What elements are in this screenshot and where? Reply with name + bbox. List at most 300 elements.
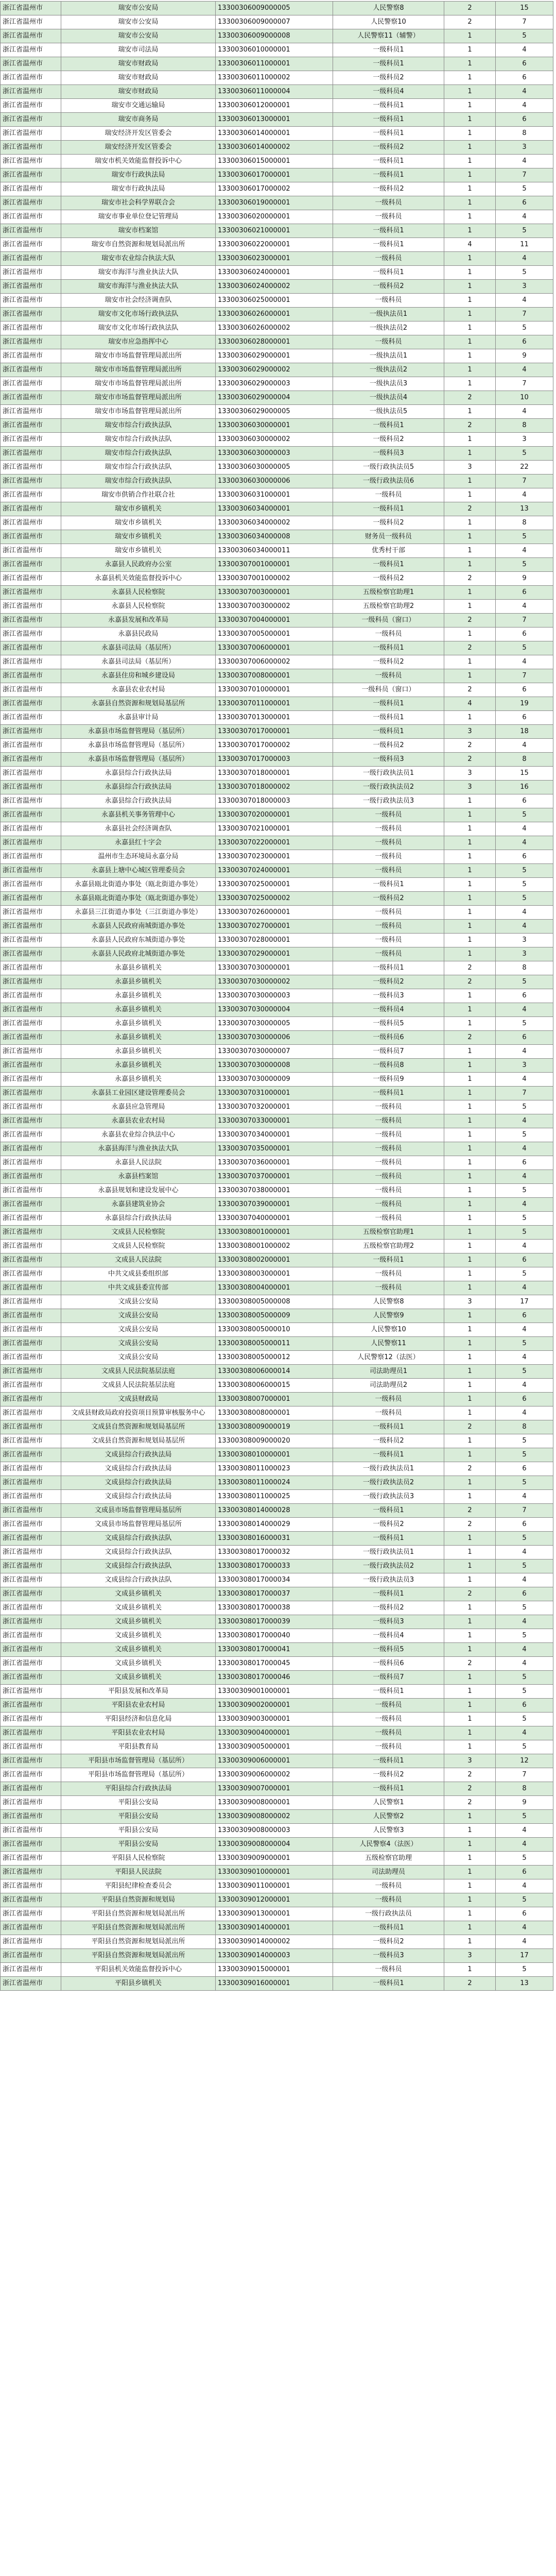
- position-name-cell: 一级科员2: [333, 892, 444, 906]
- table-row: [1, 864, 553, 878]
- employer-cell: 永嘉县农业综合执法中心: [61, 1128, 216, 1142]
- region-cell: 浙江省温州市: [1, 1810, 61, 1824]
- position-code-cell: 13300307021000001: [216, 822, 333, 836]
- employer-cell: 永嘉县应急管理局: [61, 1100, 216, 1114]
- region-cell: 浙江省温州市: [1, 1420, 61, 1434]
- hires-cell: 1: [444, 71, 496, 85]
- position-code-cell: 13300307006000001: [216, 641, 333, 655]
- position-name-cell: 人民警察11（辅警）: [333, 29, 444, 43]
- employer-cell: 瑞安市供销合作社联合社: [61, 488, 216, 502]
- region-cell: 浙江省温州市: [1, 781, 61, 794]
- hires-cell: 1: [444, 600, 496, 614]
- employer-cell: 中共文成县委宣传部: [61, 1281, 216, 1295]
- position-code-cell: 13300307030000002: [216, 975, 333, 989]
- table-row: [1, 1629, 553, 1643]
- employer-cell: 文成县综合行政执法局: [61, 1476, 216, 1490]
- position-code-cell: 13300307040000001: [216, 1212, 333, 1226]
- position-code-cell: 13300306015000001: [216, 155, 333, 168]
- position-code-cell: 13300309009000001: [216, 1852, 333, 1866]
- position-name-cell: 一级科员2: [333, 1434, 444, 1448]
- region-cell: 浙江省温州市: [1, 168, 61, 182]
- position-code-cell: 13300308017000045: [216, 1657, 333, 1671]
- region-cell: 浙江省温州市: [1, 182, 61, 196]
- hires-cell: 1: [444, 1281, 496, 1295]
- position-name-cell: 五级检察官助理1: [333, 1226, 444, 1240]
- position-name-cell: 一级科员1: [333, 155, 444, 168]
- applicants-cell: 4: [496, 488, 553, 502]
- hires-cell: 1: [444, 349, 496, 363]
- table-row: [1, 488, 553, 502]
- employer-cell: 瑞安市市场监督管理局派出所: [61, 405, 216, 419]
- employer-cell: 永嘉县人民政府东城街道办事处: [61, 934, 216, 947]
- position-name-cell: 五级检察官助理2: [333, 1240, 444, 1253]
- hires-cell: 1: [444, 906, 496, 920]
- position-name-cell: 一级科员: [333, 1156, 444, 1170]
- region-cell: 浙江省温州市: [1, 1031, 61, 1045]
- table-row: [1, 669, 553, 683]
- region-cell: 浙江省温州市: [1, 488, 61, 502]
- region-cell: 浙江省温州市: [1, 850, 61, 864]
- region-cell: 浙江省温州市: [1, 335, 61, 349]
- table-row: [1, 1768, 553, 1782]
- applicants-cell: 7: [496, 474, 553, 488]
- employer-cell: 瑞安市乡镇机关: [61, 544, 216, 558]
- table-row: [1, 1142, 553, 1156]
- hires-cell: 1: [444, 586, 496, 600]
- employer-cell: 永嘉县综合行政执法局: [61, 781, 216, 794]
- applicants-cell: 6: [496, 1309, 553, 1323]
- position-code-cell: 13300308017000034: [216, 1573, 333, 1587]
- position-name-cell: 人民警察10: [333, 15, 444, 29]
- table-row: [1, 836, 553, 850]
- applicants-cell: 6: [496, 989, 553, 1003]
- hires-cell: 1: [444, 1838, 496, 1852]
- position-code-cell: 13300308011000025: [216, 1490, 333, 1504]
- position-code-cell: 13300309001000001: [216, 1685, 333, 1699]
- hires-cell: 1: [444, 1212, 496, 1226]
- table-row: [1, 1935, 553, 1949]
- position-name-cell: 一级科员: [333, 1198, 444, 1212]
- hires-cell: 1: [444, 196, 496, 210]
- employer-cell: 瑞安市市场监督管理局派出所: [61, 377, 216, 391]
- employer-cell: 文成县财政局: [61, 1393, 216, 1406]
- region-cell: 浙江省温州市: [1, 1699, 61, 1713]
- position-name-cell: 一级科员2: [333, 572, 444, 586]
- table-row: [1, 1448, 553, 1462]
- position-name-cell: 财务员一级科员: [333, 530, 444, 544]
- region-cell: 浙江省温州市: [1, 141, 61, 155]
- applicants-cell: 4: [496, 1490, 553, 1504]
- region-cell: 浙江省温州市: [1, 530, 61, 544]
- table-row: [1, 1740, 553, 1754]
- employer-cell: 永嘉县市场监督管理局（基层所）: [61, 753, 216, 767]
- table-row: [1, 1699, 553, 1713]
- table-row: [1, 433, 553, 447]
- position-name-cell: 一级科员: [333, 864, 444, 878]
- hires-cell: 1: [444, 99, 496, 113]
- applicants-cell: 5: [496, 1184, 553, 1198]
- hires-cell: 1: [444, 878, 496, 892]
- table-row: [1, 1114, 553, 1128]
- employer-cell: 瑞安市市场监督管理局派出所: [61, 349, 216, 363]
- position-code-cell: 13300309014000002: [216, 1935, 333, 1949]
- hires-cell: 1: [444, 1198, 496, 1212]
- hires-cell: 1: [444, 1713, 496, 1726]
- table-row: [1, 502, 553, 516]
- position-code-cell: 13300309011000001: [216, 1879, 333, 1893]
- region-cell: 浙江省温州市: [1, 1754, 61, 1768]
- applicants-cell: 3: [496, 947, 553, 961]
- table-row: [1, 753, 553, 767]
- position-code-cell: 13300306009000005: [216, 2, 333, 15]
- table-row: [1, 614, 553, 628]
- applicants-cell: 5: [496, 641, 553, 655]
- table-row: [1, 1949, 553, 1963]
- table-row: [1, 989, 553, 1003]
- position-code-cell: 13300308005000009: [216, 1309, 333, 1323]
- position-code-cell: 13300307006000002: [216, 655, 333, 669]
- region-cell: 浙江省温州市: [1, 1379, 61, 1393]
- table-row: [1, 1309, 553, 1323]
- table-row: [1, 1087, 553, 1100]
- position-code-cell: 13300308006000015: [216, 1379, 333, 1393]
- region-cell: 浙江省温州市: [1, 113, 61, 127]
- region-cell: 浙江省温州市: [1, 1100, 61, 1114]
- table-row: [1, 1128, 553, 1142]
- hires-cell: 1: [444, 1935, 496, 1949]
- employer-cell: 文成县人民法院基层法庭: [61, 1379, 216, 1393]
- employer-cell: 永嘉县农业农村局: [61, 683, 216, 697]
- applicants-cell: 6: [496, 683, 553, 697]
- position-code-cell: 13300307028000001: [216, 934, 333, 947]
- position-code-cell: 13300307025000002: [216, 892, 333, 906]
- applicants-cell: 4: [496, 1726, 553, 1740]
- hires-cell: 2: [444, 1587, 496, 1601]
- hires-cell: 1: [444, 1560, 496, 1573]
- applicants-cell: 5: [496, 1476, 553, 1490]
- hires-cell: 1: [444, 947, 496, 961]
- applicants-cell: 4: [496, 252, 553, 266]
- applicants-cell: 5: [496, 321, 553, 335]
- position-code-cell: 13300309006000002: [216, 1768, 333, 1782]
- position-code-cell: 13300306026000002: [216, 321, 333, 335]
- region-cell: 浙江省温州市: [1, 155, 61, 168]
- position-name-cell: 五级检察官助理2: [333, 600, 444, 614]
- table-row: [1, 196, 553, 210]
- position-name-cell: 一级科员: [333, 252, 444, 266]
- hires-cell: 3: [444, 1295, 496, 1309]
- employer-cell: 永嘉县机关事务管理中心: [61, 808, 216, 822]
- hires-cell: 2: [444, 15, 496, 29]
- employer-cell: 文成县人民法院: [61, 1253, 216, 1267]
- employer-cell: 永嘉县乡镇机关: [61, 961, 216, 975]
- position-name-cell: 一级科员1: [333, 57, 444, 71]
- region-cell: 浙江省温州市: [1, 419, 61, 433]
- hires-cell: 1: [444, 1406, 496, 1420]
- applicants-cell: 4: [496, 294, 553, 308]
- employer-cell: 平阳县自然资源和规划局派出所: [61, 1921, 216, 1935]
- table-row: [1, 530, 553, 544]
- position-name-cell: 一级科员1: [333, 961, 444, 975]
- hires-cell: 1: [444, 1866, 496, 1879]
- region-cell: 浙江省温州市: [1, 1907, 61, 1921]
- position-name-cell: 一级行政执法员3: [333, 794, 444, 808]
- table-row: [1, 628, 553, 641]
- employer-cell: 文成县公安局: [61, 1337, 216, 1351]
- table-row: [1, 558, 553, 572]
- table-row: [1, 1657, 553, 1671]
- employer-cell: 瑞安市综合行政执法队: [61, 474, 216, 488]
- employer-cell: 文成县自然资源和规划局基层所: [61, 1420, 216, 1434]
- applicants-cell: 9: [496, 572, 553, 586]
- table-row: [1, 739, 553, 753]
- region-cell: 浙江省温州市: [1, 1073, 61, 1087]
- table-row: [1, 405, 553, 419]
- position-name-cell: 一级科员1: [333, 1921, 444, 1935]
- table-row: [1, 1406, 553, 1420]
- position-code-cell: 13300307038000001: [216, 1184, 333, 1198]
- employer-cell: 平阳县自然资源和规划局派出所: [61, 1907, 216, 1921]
- employer-cell: 文成县综合行政执法队: [61, 1546, 216, 1560]
- employer-cell: 永嘉县乡镇机关: [61, 1017, 216, 1031]
- hires-cell: 1: [444, 1671, 496, 1685]
- hires-cell: 1: [444, 864, 496, 878]
- position-code-cell: 13300307030000009: [216, 1073, 333, 1087]
- table-row: [1, 1587, 553, 1601]
- position-name-cell: 人民警察2: [333, 1810, 444, 1824]
- position-code-cell: 13300309006000001: [216, 1754, 333, 1768]
- position-name-cell: 一级科员6: [333, 1031, 444, 1045]
- applicants-cell: 5: [496, 1337, 553, 1351]
- table-row: [1, 850, 553, 864]
- employer-cell: 永嘉县乡镇机关: [61, 989, 216, 1003]
- region-cell: 浙江省温州市: [1, 1406, 61, 1420]
- hires-cell: 1: [444, 377, 496, 391]
- table-row: [1, 308, 553, 321]
- hires-cell: 1: [444, 1184, 496, 1198]
- applicants-cell: 5: [496, 1685, 553, 1699]
- region-cell: 浙江省温州市: [1, 836, 61, 850]
- position-name-cell: 一级执法员5: [333, 405, 444, 419]
- applicants-cell: 5: [496, 1532, 553, 1546]
- applicants-cell: 6: [496, 711, 553, 725]
- position-name-cell: 一级科员1: [333, 168, 444, 182]
- employer-cell: 瑞安市公安局: [61, 29, 216, 43]
- employer-cell: 瑞安市财政局: [61, 57, 216, 71]
- region-cell: 浙江省温州市: [1, 906, 61, 920]
- employer-cell: 平阳县乡镇机关: [61, 1977, 216, 1991]
- position-name-cell: 一级行政执法员1: [333, 1462, 444, 1476]
- employer-cell: 平阳县自然资源和规划局: [61, 1893, 216, 1907]
- position-name-cell: 一级科员5: [333, 1017, 444, 1031]
- table-row: [1, 947, 553, 961]
- region-cell: 浙江省温州市: [1, 294, 61, 308]
- position-code-cell: 13300308009000020: [216, 1434, 333, 1448]
- region-cell: 浙江省温州市: [1, 683, 61, 697]
- applicants-cell: 4: [496, 1142, 553, 1156]
- hires-cell: 1: [444, 85, 496, 99]
- employer-cell: 文成县公安局: [61, 1295, 216, 1309]
- applicants-cell: 18: [496, 725, 553, 739]
- region-cell: 浙江省温州市: [1, 196, 61, 210]
- table-row: [1, 1893, 553, 1907]
- table-row: [1, 1518, 553, 1532]
- applicants-cell: 6: [496, 1031, 553, 1045]
- region-cell: 浙江省温州市: [1, 1170, 61, 1184]
- hires-cell: 1: [444, 308, 496, 321]
- table-row: [1, 1184, 553, 1198]
- position-name-cell: 一级科员: [333, 1142, 444, 1156]
- region-cell: 浙江省温州市: [1, 1685, 61, 1699]
- position-name-cell: 一级科员7: [333, 1671, 444, 1685]
- region-cell: 浙江省温州市: [1, 1059, 61, 1073]
- employer-cell: 瑞安市综合行政执法队: [61, 461, 216, 474]
- position-code-cell: 13300306014000001: [216, 127, 333, 141]
- position-name-cell: 一级科员: [333, 836, 444, 850]
- employer-cell: 永嘉县民政局: [61, 628, 216, 641]
- position-name-cell: 一级科员2: [333, 516, 444, 530]
- table-row: [1, 1073, 553, 1087]
- position-code-cell: 13300307017000003: [216, 753, 333, 767]
- position-code-cell: 13300308011000024: [216, 1476, 333, 1490]
- applicants-cell: 5: [496, 1740, 553, 1754]
- applicants-cell: 6: [496, 71, 553, 85]
- hires-cell: 1: [444, 794, 496, 808]
- position-code-cell: 13300308002000001: [216, 1253, 333, 1267]
- employer-cell: 瑞安市社会科学界联合会: [61, 196, 216, 210]
- applicants-cell: 5: [496, 1226, 553, 1240]
- table-row: [1, 1323, 553, 1337]
- region-cell: 浙江省温州市: [1, 1532, 61, 1546]
- position-code-cell: 13300307018000001: [216, 767, 333, 781]
- region-cell: 浙江省温州市: [1, 1963, 61, 1977]
- region-cell: 浙江省温州市: [1, 1671, 61, 1685]
- table-row: [1, 600, 553, 614]
- position-code-cell: 13300307001000001: [216, 558, 333, 572]
- employer-cell: 永嘉县司法局（基层所）: [61, 641, 216, 655]
- employer-cell: 平阳县农业农村局: [61, 1726, 216, 1740]
- region-cell: 浙江省温州市: [1, 308, 61, 321]
- employer-cell: 永嘉县人民政府办公室: [61, 558, 216, 572]
- position-name-cell: 一级科员1: [333, 1685, 444, 1699]
- position-name-cell: 一级科员2: [333, 182, 444, 196]
- position-code-cell: 13300307004000001: [216, 614, 333, 628]
- hires-cell: 1: [444, 1434, 496, 1448]
- position-code-cell: 13300307031000001: [216, 1087, 333, 1100]
- hires-cell: 1: [444, 934, 496, 947]
- table-row: [1, 1393, 553, 1406]
- hires-cell: 1: [444, 711, 496, 725]
- hires-cell: 1: [444, 850, 496, 864]
- applicants-cell: 4: [496, 836, 553, 850]
- table-row: [1, 934, 553, 947]
- hires-cell: 2: [444, 1796, 496, 1810]
- region-cell: 浙江省温州市: [1, 1504, 61, 1518]
- position-code-cell: 13300308005000012: [216, 1351, 333, 1365]
- position-name-cell: 一级科员: [333, 1406, 444, 1420]
- position-name-cell: 一级行政执法员2: [333, 781, 444, 794]
- employer-cell: 永嘉县乡镇机关: [61, 1073, 216, 1087]
- position-code-cell: 13300306034000002: [216, 516, 333, 530]
- employer-cell: 瑞安市海洋与渔业执法大队: [61, 266, 216, 280]
- table-row: [1, 1267, 553, 1281]
- employer-cell: 瑞安市交通运输局: [61, 99, 216, 113]
- employer-cell: 平阳县公安局: [61, 1838, 216, 1852]
- employer-cell: 瑞安经济开发区管委会: [61, 127, 216, 141]
- employer-cell: 瑞安市农业综合执法大队: [61, 252, 216, 266]
- region-cell: 浙江省温州市: [1, 753, 61, 767]
- applicants-cell: 7: [496, 669, 553, 683]
- hires-cell: 1: [444, 1699, 496, 1713]
- position-code-cell: 13300307008000001: [216, 669, 333, 683]
- hires-cell: 1: [444, 1323, 496, 1337]
- region-cell: 浙江省温州市: [1, 405, 61, 419]
- applicants-cell: 4: [496, 363, 553, 377]
- position-name-cell: 一级科员4: [333, 1629, 444, 1643]
- position-name-cell: 人民警察4（法医）: [333, 1838, 444, 1852]
- employer-cell: 永嘉县乡镇机关: [61, 1031, 216, 1045]
- table-row: [1, 892, 553, 906]
- position-code-cell: 13300307018000002: [216, 781, 333, 794]
- hires-cell: 3: [444, 781, 496, 794]
- applicants-cell: 4: [496, 1351, 553, 1365]
- applicants-cell: 4: [496, 655, 553, 669]
- position-code-cell: 13300306029000005: [216, 405, 333, 419]
- position-code-cell: 13300307032000001: [216, 1100, 333, 1114]
- position-name-cell: 一级科员1: [333, 641, 444, 655]
- position-name-cell: 一级科员2: [333, 71, 444, 85]
- table-row: [1, 697, 553, 711]
- table-row: [1, 711, 553, 725]
- employer-cell: 瑞安市商务局: [61, 113, 216, 127]
- hires-cell: 1: [444, 892, 496, 906]
- hires-cell: 1: [444, 252, 496, 266]
- position-code-cell: 13300306029000002: [216, 363, 333, 377]
- position-name-cell: 一级科员: [333, 335, 444, 349]
- position-code-cell: 13300306019000001: [216, 196, 333, 210]
- region-cell: 浙江省温州市: [1, 947, 61, 961]
- position-name-cell: 一级科员: [333, 920, 444, 934]
- applicants-cell: 5: [496, 1267, 553, 1281]
- region-cell: 浙江省温州市: [1, 224, 61, 238]
- region-cell: 浙江省温州市: [1, 238, 61, 252]
- region-cell: 浙江省温州市: [1, 29, 61, 43]
- hires-cell: 1: [444, 1448, 496, 1462]
- applicants-cell: 6: [496, 1253, 553, 1267]
- applicants-cell: 5: [496, 808, 553, 822]
- hires-cell: 2: [444, 641, 496, 655]
- region-cell: 浙江省温州市: [1, 1226, 61, 1240]
- applicants-cell: 5: [496, 530, 553, 544]
- position-code-cell: 13300308017000039: [216, 1615, 333, 1629]
- position-code-cell: 13300308009000019: [216, 1420, 333, 1434]
- employer-cell: 瑞安市应急指挥中心: [61, 335, 216, 349]
- position-code-cell: 13300307026000001: [216, 906, 333, 920]
- position-code-cell: 13300306034000008: [216, 530, 333, 544]
- region-cell: 浙江省温州市: [1, 767, 61, 781]
- region-cell: 浙江省温州市: [1, 1824, 61, 1838]
- hires-cell: 2: [444, 572, 496, 586]
- applicants-cell: 6: [496, 1866, 553, 1879]
- hires-cell: 1: [444, 1017, 496, 1031]
- table-row: [1, 391, 553, 405]
- hires-cell: 1: [444, 433, 496, 447]
- applicants-cell: 4: [496, 1114, 553, 1128]
- employer-cell: 永嘉县瓯北街道办事处（瓯北街道办事处）: [61, 892, 216, 906]
- employer-cell: 瑞安市财政局: [61, 85, 216, 99]
- employer-cell: 瑞安市乡镇机关: [61, 530, 216, 544]
- hires-cell: 2: [444, 961, 496, 975]
